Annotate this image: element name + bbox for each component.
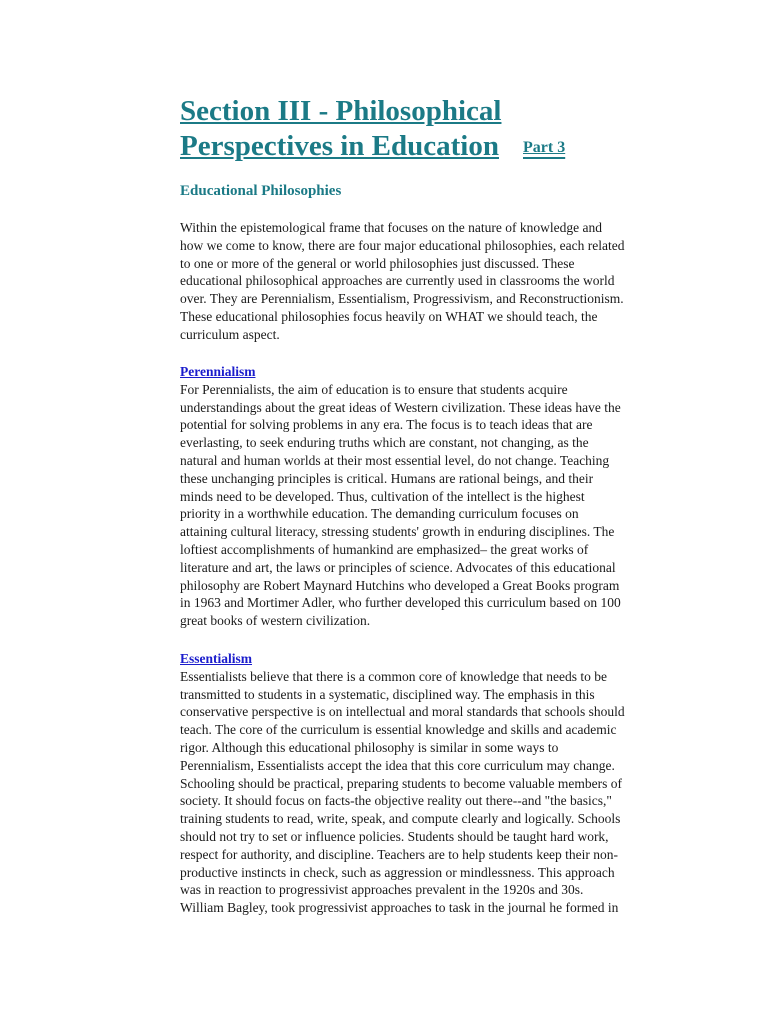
paragraph-line: how we come to know, there are four major educational philosophies, each related	[180, 237, 625, 253]
paragraph-line: potential for solving problems in any era. The focus is to teach ideas that are	[180, 417, 593, 433]
paragraph-line: curriculum aspect.	[180, 326, 280, 342]
paragraph-line: understandings about the great ideas of Western civilization. These ideas have the	[180, 399, 621, 415]
paragraph-line: loftiest accomplishments of humankind are emphasized– the great works of	[180, 541, 589, 557]
paragraph-line: For Perennialists, the aim of education is to ensure that students acquire	[180, 381, 568, 397]
paragraph-line: in 1963 and Mortimer Adler, who further developed this curriculum based on 100	[180, 595, 621, 611]
paragraph-line: over. They are Perennialism, Essentialism, Progressivism, and Reconstructionism.	[180, 291, 624, 307]
paragraph-line: Schooling should be practical, preparing students to become valuable members of	[180, 775, 622, 791]
paragraph-line: educational philosophical approaches are currently used in classrooms the world	[180, 273, 615, 289]
paragraph-line: these unchanging principles is critical. Humans are rational beings, and their	[180, 470, 594, 486]
paragraph-line: These educational philosophies focus heavily on WHAT we should teach, the	[180, 308, 598, 324]
title-line-2	[180, 129, 565, 165]
paragraph-line: rigor. Although this educational philosophy is similar in some ways to	[180, 739, 559, 755]
essentialism-heading-link[interactable]: Essentialism	[180, 651, 253, 666]
paragraph-line: natural and human worlds at their most essential level, do not change. Teaching	[180, 452, 610, 468]
paragraph-line: great books of western civilization.	[180, 613, 371, 629]
paragraph-line: was in reaction to progressivist approaches prevalent in the 1920s and 30s.	[180, 882, 584, 898]
paragraph-line: teach. The core of the curriculum is essential knowledge and skills and academic	[180, 722, 617, 738]
paragraph-line: productive instincts in check, such as aggression or mindlessness. This approach	[180, 864, 615, 880]
perennialism-heading-link[interactable]: Perennialism	[180, 364, 256, 379]
paragraph-line: philosophy are Robert Maynard Hutchins who developed a Great Books program	[180, 577, 620, 593]
paragraph-line: training students to read, write, speak, and compute clearly and logically. Schools	[180, 811, 621, 827]
paragraph-line: priority in a worthwhile education. The demanding curriculum focuses on	[180, 506, 579, 522]
title-line-1: Section III - Philosophical	[180, 95, 502, 127]
page-title	[180, 94, 565, 165]
title-line-2-text: Perspectives in Education	[180, 130, 499, 162]
paragraph-line: to one or more of the general or world philosophies just discussed. These	[180, 255, 575, 271]
paragraph-line: Within the epistemological frame that focuses on the nature of knowledge and	[180, 220, 602, 235]
paragraph-line: literature and art, the laws or principles of science. Advocates of this educational	[180, 559, 616, 575]
essentialism-section	[180, 650, 625, 917]
paragraph-line: respect for authority, and discipline. Teachers are to help students keep their non-	[180, 846, 619, 862]
paragraph-line: transmitted to students in a systematic, disciplined way. The emphasis in this	[180, 686, 595, 702]
paragraph-line: should not try to set or influence policies. Students should be taught hard work,	[180, 828, 609, 844]
intro-paragraph	[180, 219, 624, 344]
paragraph-line: William Bagley, took progressivist approaches to task in the journal he formed in	[180, 900, 619, 916]
paragraph-line: Perennialism, Essentialists accept the idea that this core curriculum may change.	[180, 757, 615, 773]
paragraph-line: society. It should focus on facts-the objective reality out there--and "the basics,"	[180, 793, 612, 809]
paragraph-line: attaining cultural literacy, stressing students' growth in enduring disciplines. The	[180, 524, 615, 540]
perennialism-section	[180, 363, 621, 630]
section-subheading: Educational Philosophies	[180, 183, 342, 199]
paragraph-line: Essentialists believe that there is a common core of knowledge that needs to be	[180, 668, 607, 684]
paragraph-line: conservative perspective is on intellectual and moral standards that schools should	[180, 704, 625, 720]
part-3-link[interactable]: Part 3	[523, 139, 566, 156]
paragraph-line: minds need to be developed. Thus, cultivation of the intellect is the highest	[180, 488, 585, 504]
paragraph-line: everlasting, to seek enduring truths which are constant, not changing, as the	[180, 435, 589, 451]
